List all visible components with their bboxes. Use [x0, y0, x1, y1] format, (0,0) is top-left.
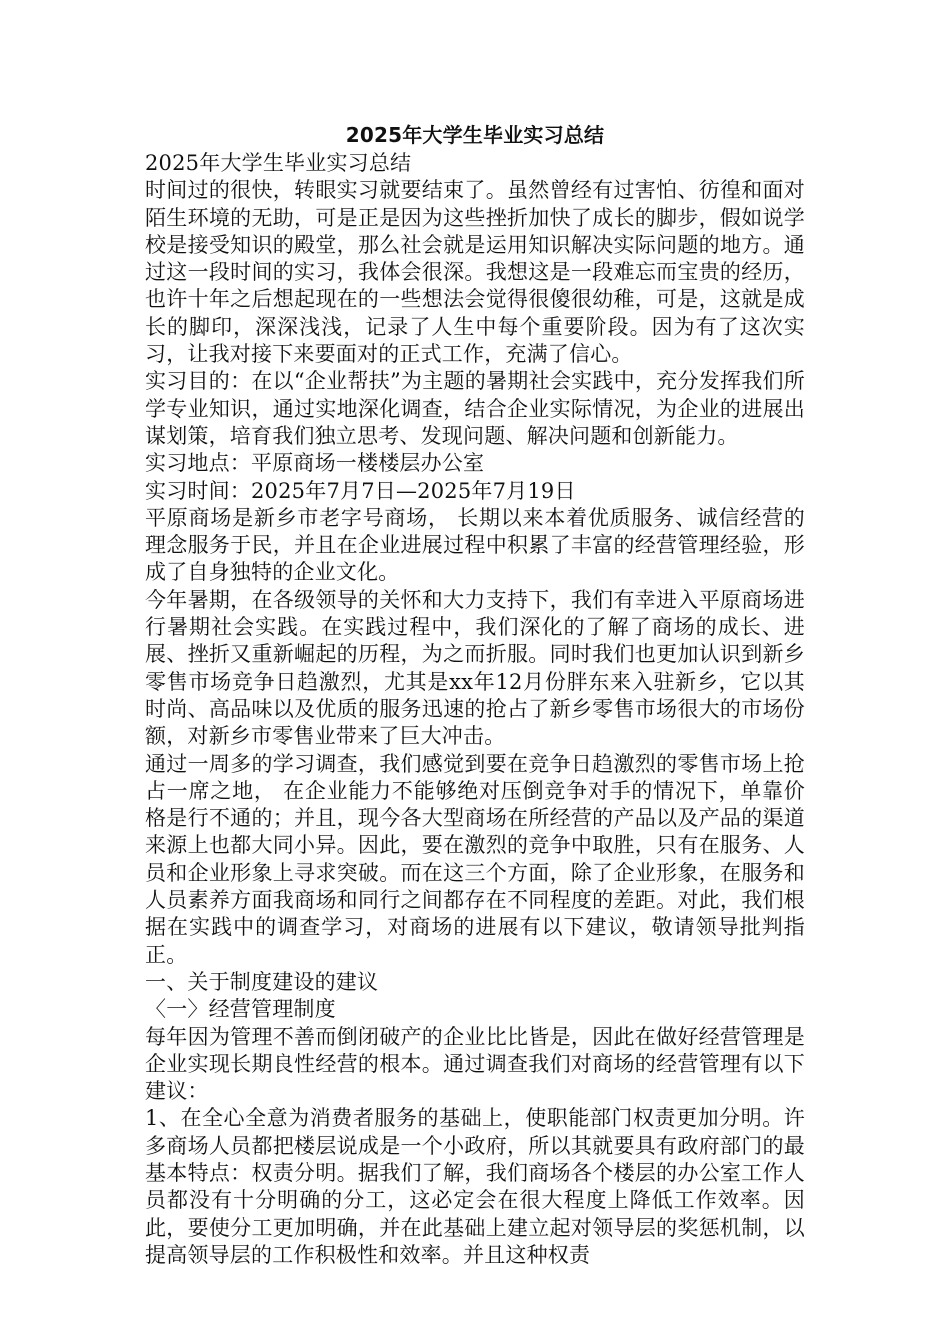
- paragraph-intro: 时间过的很快，转眼实习就要结束了。虽然曾经有过害怕、彷徨和面对陌生环境的无助，可是正是因为这些挫折加快了成长的脚步，假如说学校是接受知识的殿堂，那么社会就是运用知识解决实际问题的地方。通过这一段时间的实习，我体会很深。我想这是一段难忘而宝贵的经历，也许十年之后想起现在的一些想法会觉得很傻很幼稚，可是，这就是成长的脚印，深深浅浅，记录了人生中每个重要阶段。因为有了这次实习，让我对接下来要面对的正式工作，充满了信心。: [145, 178, 805, 367]
- paragraph-management: 每年因为管理不善而倒闭破产的企业比比皆是，因此在做好经营管理是企业实现长期良性经营的根本。通过调查我们对商场的经营管理有以下建议：: [145, 1024, 805, 1104]
- paragraph-purpose: 实习目的：在以“企业帮扶”为主题的暑期社会实践中，充分发挥我们所学专业知识，通过实地深化调查，结合企业实际情况，为企业的进展出谋划策，培育我们独立思考、发现问题、解决问题和创新能力。: [145, 369, 805, 448]
- paragraph-location: 实习地点：平原商场一楼楼层办公室: [145, 451, 485, 476]
- section-heading: 一、关于制度建设的建议: [145, 969, 379, 994]
- document-title: 2025年大学生毕业实习总结: [345, 123, 605, 147]
- paragraph-suggestion-1: 1、在全心全意为消费者服务的基础上，使职能部门权责更加分明。许多商场人员都把楼层说成是一个小政府，所以其就要具有政府部门的最基本特点：权责分明。据我们了解，我们商场各个楼层的办公室工作人员都没有十分明确的分工，这必定会在很大程度上降低工作效率。因此，要使分工更加明确，并在此基础上建立起对领导层的奖惩机制，以提高领导层的工作积极性和效率。并且这种权责: [145, 1106, 805, 1267]
- subtitle-line: 2025年大学生毕业实习总结: [145, 151, 412, 175]
- paragraph-findings: 通过一周多的学习调查，我们感觉到要在竞争日趋激烈的零售市场上抢占一席之地， 在企业能力不能够绝对压倒竞争对手的情况下，单靠价格是行不通的；并且，现今各大型商场在所经营的产品以及产品的渠道来源上也都大同小异。因此，要在激烈的竞争中取胜，只有在服务、人员和企业形象上寻求突破。而在这三个方面，除了企业形象，在服务和人员素养方面我商场和同行之间都存在不同程度的差距。对此，我们根据在实践中的调查学习，对商场的进展有以下建议，敬请领导批判指正。: [145, 751, 805, 967]
- paragraph-time: 实习时间：2025年7月7日—2025年7月19日: [145, 478, 576, 503]
- subsection-heading: 〈一〉经营管理制度: [145, 997, 336, 1022]
- paragraph-company: 平原商场是新乡市老字号商场， 长期以来本着优质服务、诚信经营的理念服务于民，并且在企业进展过程中积累了丰富的经营管理经验，形成了自身独特的企业文化。: [145, 505, 805, 585]
- paragraph-practice: 今年暑期，在各级领导的关怀和大力支持下，我们有幸进入平原商场进行暑期社会实践。在实践过程中，我们深化的了解了商场的成长、进展、挫折又重新崛起的历程，为之而折服。同时我们也更加认识到新乡零售市场竞争日趋激烈，尤其是xx年12月份胖东来入驻新乡，它以其时尚、高品味以及优质的服务迅速的抢占了新乡零售市场很大的市场份额，对新乡市零售业带来了巨大冲击。: [145, 587, 805, 749]
- document-body: [145, 122, 805, 1269]
